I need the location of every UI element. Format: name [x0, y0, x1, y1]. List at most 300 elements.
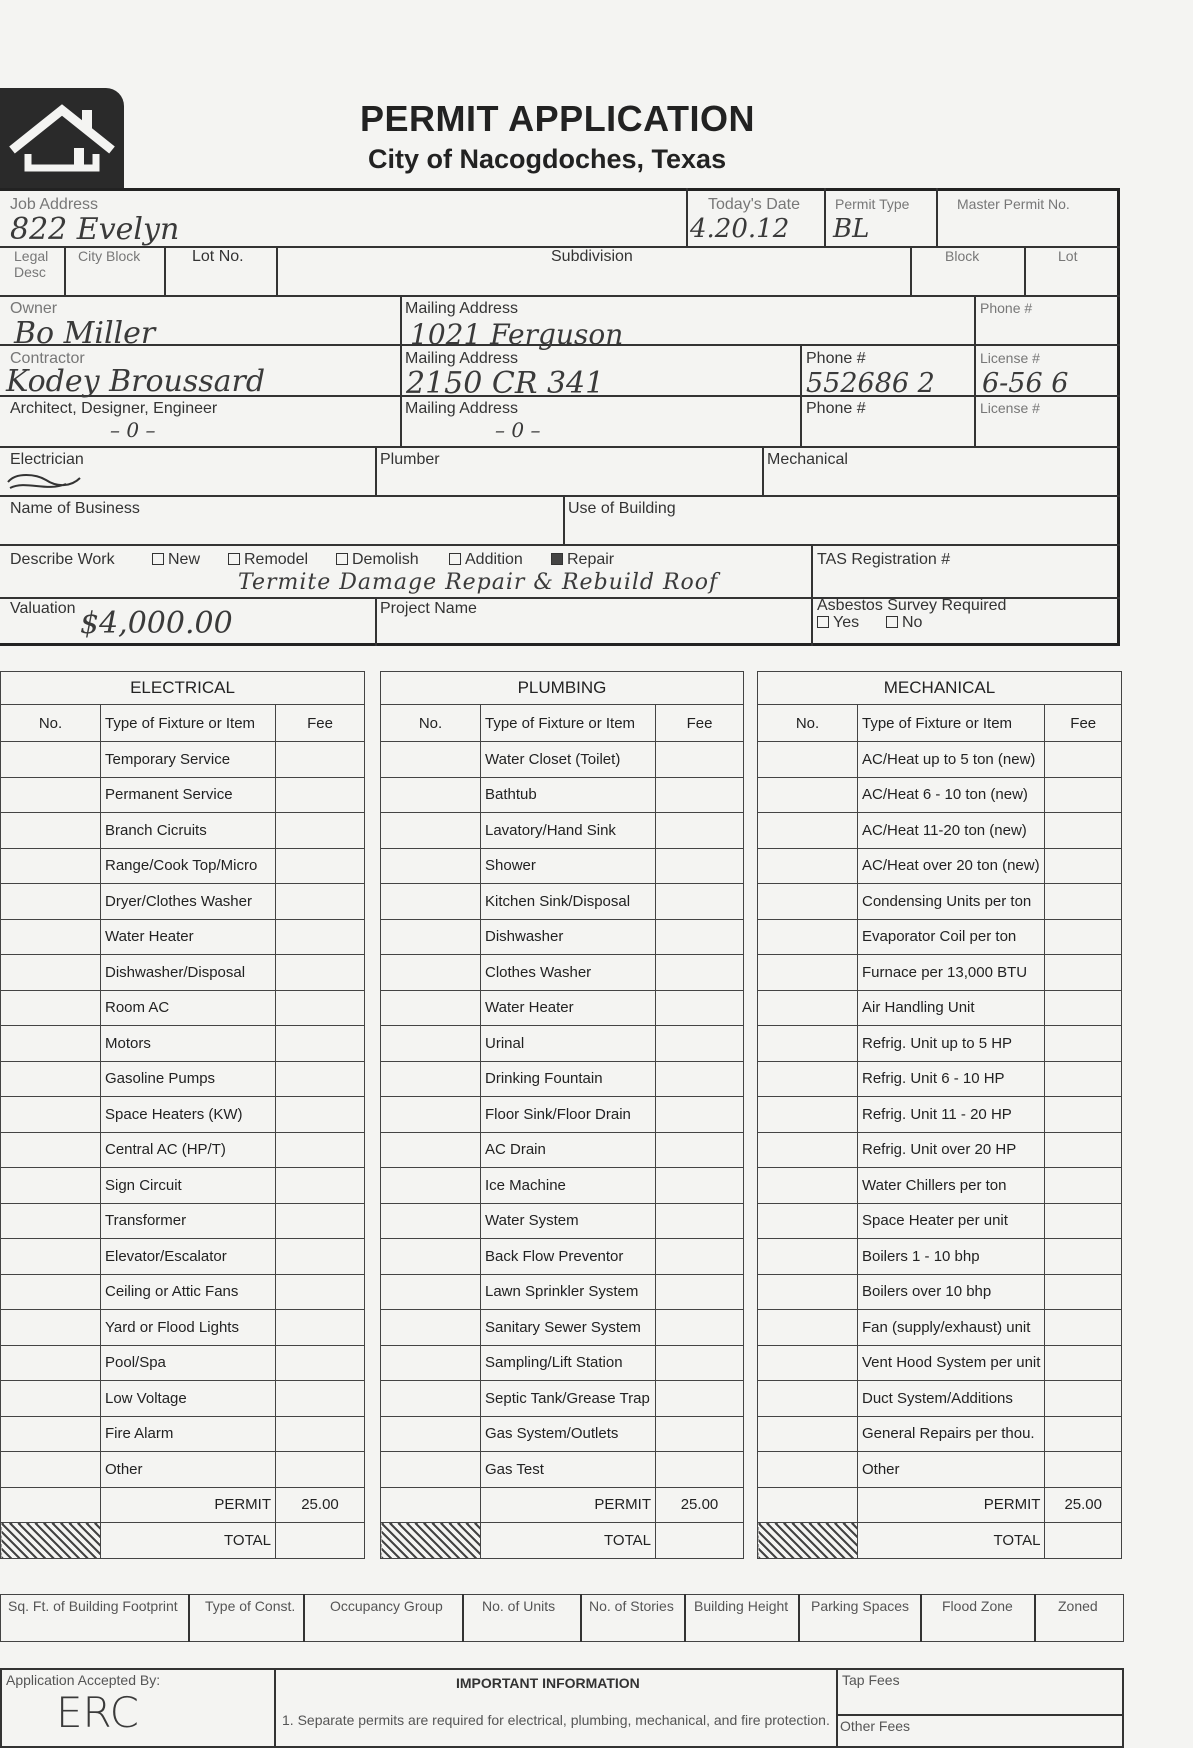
architect-value: – 0 – — [110, 418, 156, 442]
row-no-cell[interactable] — [381, 919, 481, 955]
row-item-label: Lavatory/Hand Sink — [481, 813, 656, 849]
row-fee-cell[interactable] — [656, 1026, 744, 1062]
valuation-value: $4,000.00 — [80, 606, 233, 641]
table-row — [1, 1416, 365, 1452]
row-item-label: Low Voltage — [101, 1381, 276, 1417]
row-fee-cell[interactable] — [1045, 777, 1122, 813]
row-item-label: AC/Heat 6 - 10 ton (new) — [858, 777, 1045, 813]
row-no-cell[interactable] — [758, 1168, 858, 1204]
row-no-cell[interactable] — [758, 1061, 858, 1097]
permit-no-cell — [758, 1487, 858, 1523]
describe-work-value: Termite Damage Repair & Rebuild Roof — [238, 570, 719, 595]
row-item-label: Fan (supply/exhaust) unit — [858, 1310, 1045, 1346]
row-fee-cell[interactable] — [276, 1274, 365, 1310]
job-address-label: Job Address — [10, 196, 99, 213]
row-no-cell[interactable] — [1, 1274, 101, 1310]
table-row — [381, 1416, 744, 1452]
row-item-label: Space Heaters (KW) — [101, 1097, 276, 1133]
row-item-label: Furnace per 13,000 BTU — [858, 955, 1045, 991]
row-no-cell[interactable] — [381, 777, 481, 813]
table-row — [758, 1026, 1122, 1062]
row-fee-cell[interactable] — [276, 1345, 365, 1381]
row-no-cell[interactable] — [1, 1203, 101, 1239]
table-row — [1, 848, 365, 884]
work-option-demolish[interactable]: Demolish — [336, 551, 419, 569]
table-row — [381, 1132, 744, 1168]
row-no-cell[interactable] — [1, 1097, 101, 1133]
row-no-cell[interactable] — [758, 1310, 858, 1346]
row-item-label: Evaporator Coil per ton — [858, 919, 1045, 955]
asbestos-label: Asbestos Survey Required — [817, 597, 1007, 614]
row-item-label: Other — [858, 1452, 1045, 1488]
row-no-cell[interactable] — [381, 884, 481, 920]
row-fee-cell[interactable] — [656, 848, 744, 884]
row-no-cell[interactable] — [381, 1452, 481, 1488]
plumbing-table — [380, 671, 744, 1559]
row-fee-cell[interactable] — [276, 1026, 365, 1062]
table-row — [381, 1061, 744, 1097]
row-no-cell[interactable] — [758, 1132, 858, 1168]
row-item-label: AC Drain — [481, 1132, 656, 1168]
table-row — [758, 742, 1122, 778]
row-fee-cell[interactable] — [656, 1452, 744, 1488]
row-fee-cell[interactable] — [276, 919, 365, 955]
table-row — [1, 1203, 365, 1239]
table-row — [381, 990, 744, 1026]
table-row — [758, 1061, 1122, 1097]
row-no-cell[interactable] — [1, 848, 101, 884]
row-item-label: Kitchen Sink/Disposal — [481, 884, 656, 920]
contractor-value: Kodey Broussard — [6, 364, 266, 399]
row-item-label: Gasoline Pumps — [101, 1061, 276, 1097]
row-no-cell[interactable] — [1, 1452, 101, 1488]
work-option-addition[interactable]: Addition — [449, 551, 523, 569]
table-row — [758, 1203, 1122, 1239]
hatched-cell — [1, 1523, 101, 1559]
col-type: Type of Fixture or Item — [858, 705, 1045, 742]
row-fee-cell[interactable] — [276, 1452, 365, 1488]
col-type: Type of Fixture or Item — [101, 705, 276, 742]
city-block-label: City Block — [78, 248, 141, 264]
row-no-cell[interactable] — [1, 813, 101, 849]
row-fee-cell[interactable] — [276, 1416, 365, 1452]
row-no-cell[interactable] — [1, 1168, 101, 1204]
contractor-phone-label: Phone # — [806, 350, 866, 367]
flood-zone-label: Flood Zone — [942, 1598, 1013, 1614]
row-item-label: Temporary Service — [101, 742, 276, 778]
row-no-cell[interactable] — [381, 1310, 481, 1346]
permit-type-label: Permit Type — [835, 196, 910, 212]
row-fee-cell[interactable] — [656, 919, 744, 955]
type-const-label: Type of Const. — [205, 1598, 296, 1614]
row-no-cell[interactable] — [1, 884, 101, 920]
row-no-cell[interactable] — [381, 1416, 481, 1452]
row-item-label: Floor Sink/Floor Drain — [481, 1097, 656, 1133]
table-row — [381, 813, 744, 849]
table-row — [1, 1239, 365, 1275]
architect-mailing-label: Mailing Address — [405, 400, 518, 417]
row-no-cell[interactable] — [381, 1345, 481, 1381]
describe-work-label: Describe Work — [10, 551, 115, 568]
row-no-cell[interactable] — [381, 1274, 481, 1310]
contractor-license-label: License # — [980, 350, 1040, 366]
table-row — [758, 1168, 1122, 1204]
row-fee-cell[interactable] — [276, 884, 365, 920]
row-fee-cell[interactable] — [276, 1381, 365, 1417]
mechanical-title: MECHANICAL — [758, 672, 1122, 705]
total-label: TOTAL — [481, 1523, 656, 1559]
row-no-cell[interactable] — [758, 813, 858, 849]
row-no-cell[interactable] — [758, 1416, 858, 1452]
row-fee-cell[interactable] — [1045, 884, 1122, 920]
row-fee-cell[interactable] — [656, 1239, 744, 1275]
row-no-cell[interactable] — [381, 742, 481, 778]
parking-label: Parking Spaces — [811, 1598, 910, 1614]
row-fee-cell[interactable] — [656, 813, 744, 849]
row-fee-cell[interactable] — [656, 1061, 744, 1097]
table-row — [381, 1310, 744, 1346]
row-item-label: Boilers over 10 bhp — [858, 1274, 1045, 1310]
row-item-label: General Repairs per thou. — [858, 1416, 1045, 1452]
row-item-label: Septic Tank/Grease Trap — [481, 1381, 656, 1417]
row-no-cell[interactable] — [381, 1168, 481, 1204]
permit-fee: 25.00 — [1045, 1487, 1122, 1523]
row-no-cell[interactable] — [1, 919, 101, 955]
row-no-cell[interactable] — [381, 1132, 481, 1168]
table-row — [758, 1310, 1122, 1346]
row-fee-cell[interactable] — [1045, 1168, 1122, 1204]
table-row — [1, 1274, 365, 1310]
tas-registration-label: TAS Registration # — [817, 551, 951, 568]
table-row — [1, 1310, 365, 1346]
row-item-label: Elevator/Escalator — [101, 1239, 276, 1275]
row-fee-cell[interactable] — [276, 1097, 365, 1133]
permit-no-cell — [1, 1487, 101, 1523]
row-no-cell[interactable] — [758, 884, 858, 920]
contractor-license-value: 6-56 6 — [982, 368, 1069, 399]
row-fee-cell[interactable] — [276, 742, 365, 778]
total-label: TOTAL — [858, 1523, 1045, 1559]
units-label: No. of Units — [482, 1598, 556, 1614]
row-item-label: Back Flow Preventor — [481, 1239, 656, 1275]
row-item-label: Pool/Spa — [101, 1345, 276, 1381]
table-row — [758, 1345, 1122, 1381]
row-no-cell[interactable] — [758, 1345, 858, 1381]
total-fee — [656, 1523, 744, 1559]
row-item-label: Sampling/Lift Station — [481, 1345, 656, 1381]
important-info-text: 1. Separate permits are required for electrical, plumbing, mechanical, and fire protection. — [282, 1712, 830, 1728]
row-no-cell[interactable] — [381, 1026, 481, 1062]
table-row — [1, 919, 365, 955]
row-fee-cell[interactable] — [656, 990, 744, 1026]
lot-label: Lot — [1058, 248, 1078, 264]
row-fee-cell[interactable] — [656, 955, 744, 991]
row-item-label: Vent Hood System per unit — [858, 1345, 1045, 1381]
row-fee-cell[interactable] — [1045, 955, 1122, 991]
row-fee-cell[interactable] — [276, 1310, 365, 1346]
table-row — [1, 813, 365, 849]
row-item-label: AC/Heat 11-20 ton (new) — [858, 813, 1045, 849]
architect-license-label: License # — [980, 400, 1040, 416]
row-item-label: Air Handling Unit — [858, 990, 1045, 1026]
row-fee-cell[interactable] — [656, 884, 744, 920]
row-fee-cell[interactable] — [276, 955, 365, 991]
page-subtitle: City of Nacogdoches, Texas — [368, 144, 727, 174]
row-no-cell[interactable] — [1, 777, 101, 813]
table-row — [1, 955, 365, 991]
row-fee-cell[interactable] — [656, 1381, 744, 1417]
row-fee-cell[interactable] — [656, 1168, 744, 1204]
row-fee-cell[interactable] — [276, 813, 365, 849]
col-fee: Fee — [1045, 705, 1122, 742]
mechanical-table — [757, 671, 1122, 1559]
todays-date-label: Today's Date — [708, 196, 800, 213]
plumber-label: Plumber — [380, 451, 440, 468]
row-no-cell[interactable] — [1, 1381, 101, 1417]
row-item-label: Permanent Service — [101, 777, 276, 813]
row-fee-cell[interactable] — [1045, 1097, 1122, 1133]
asbestos-no[interactable]: No — [886, 614, 922, 632]
row-no-cell[interactable] — [758, 848, 858, 884]
permit-no-cell — [381, 1487, 481, 1523]
row-item-label: Ceiling or Attic Fans — [101, 1274, 276, 1310]
row-item-label: Drinking Fountain — [481, 1061, 656, 1097]
row-fee-cell[interactable] — [276, 1168, 365, 1204]
table-row — [758, 955, 1122, 991]
table-row — [381, 1203, 744, 1239]
owner-mailing-value: 1021 Ferguson — [410, 318, 624, 351]
row-fee-cell[interactable] — [1045, 1239, 1122, 1275]
row-item-label: Range/Cook Top/Micro — [101, 848, 276, 884]
table-row — [1, 1168, 365, 1204]
row-item-label: Branch Cicruits — [101, 813, 276, 849]
electrical-title: ELECTRICAL — [1, 672, 365, 705]
table-row — [1, 1132, 365, 1168]
row-fee-cell[interactable] — [1045, 1061, 1122, 1097]
project-name-label: Project Name — [380, 600, 477, 617]
table-row — [381, 1345, 744, 1381]
table-row — [381, 955, 744, 991]
row-item-label: Dishwasher/Disposal — [101, 955, 276, 991]
row-item-label: Other — [101, 1452, 276, 1488]
row-no-cell[interactable] — [758, 1203, 858, 1239]
row-fee-cell[interactable] — [1045, 1416, 1122, 1452]
row-item-label: Refrig. Unit 6 - 10 HP — [858, 1061, 1045, 1097]
row-item-label: Water Heater — [101, 919, 276, 955]
row-item-label: Water Closet (Toilet) — [481, 742, 656, 778]
row-no-cell[interactable] — [758, 1026, 858, 1062]
owner-phone-label: Phone # — [980, 300, 1033, 316]
row-fee-cell[interactable] — [1045, 1132, 1122, 1168]
table-row — [758, 1452, 1122, 1488]
table-row — [1, 1026, 365, 1062]
plumbing-title: PLUMBING — [381, 672, 744, 705]
row-no-cell[interactable] — [381, 1239, 481, 1275]
row-item-label: Refrig. Unit 11 - 20 HP — [858, 1097, 1045, 1133]
work-option-new[interactable]: New — [152, 551, 200, 569]
row-item-label: Gas System/Outlets — [481, 1416, 656, 1452]
row-no-cell[interactable] — [758, 955, 858, 991]
accepted-by-value: ERC — [56, 1688, 139, 1737]
height-label: Building Height — [694, 1598, 789, 1614]
row-no-cell[interactable] — [381, 1203, 481, 1239]
row-item-label: Refrig. Unit up to 5 HP — [858, 1026, 1045, 1062]
row-item-label: Sanitary Sewer System — [481, 1310, 656, 1346]
owner-label: Owner — [10, 300, 58, 317]
row-fee-cell[interactable] — [1045, 1026, 1122, 1062]
row-fee-cell[interactable] — [276, 1239, 365, 1275]
row-fee-cell[interactable] — [276, 848, 365, 884]
row-fee-cell[interactable] — [276, 1132, 365, 1168]
master-permit-label: Master Permit No. — [957, 196, 1070, 212]
row-no-cell[interactable] — [758, 919, 858, 955]
table-row — [1, 1345, 365, 1381]
row-no-cell[interactable] — [758, 1239, 858, 1275]
table-row — [758, 848, 1122, 884]
table-row — [381, 1168, 744, 1204]
occupancy-label: Occupancy Group — [330, 1598, 443, 1614]
row-item-label: Fire Alarm — [101, 1416, 276, 1452]
table-row — [1, 1061, 365, 1097]
row-fee-cell[interactable] — [656, 742, 744, 778]
row-no-cell[interactable] — [758, 1097, 858, 1133]
contractor-label: Contractor — [10, 350, 85, 367]
row-fee-cell[interactable] — [1045, 1203, 1122, 1239]
contractor-phone-value: 552686 2 — [806, 368, 935, 399]
col-no: No. — [381, 705, 481, 742]
row-no-cell[interactable] — [758, 1274, 858, 1310]
row-item-label: Motors — [101, 1026, 276, 1062]
row-item-label: Yard or Flood Lights — [101, 1310, 276, 1346]
row-no-cell[interactable] — [758, 1452, 858, 1488]
row-fee-cell[interactable] — [276, 1061, 365, 1097]
total-fee — [276, 1523, 365, 1559]
table-row — [758, 1274, 1122, 1310]
legal-desc-label: Legal Desc — [14, 248, 49, 280]
row-item-label: Duct System/Additions — [858, 1381, 1045, 1417]
job-address-value: 822 Evelyn — [10, 212, 180, 247]
row-fee-cell[interactable] — [1045, 990, 1122, 1026]
row-item-label: Ice Machine — [481, 1168, 656, 1204]
asbestos-yes[interactable]: Yes — [817, 614, 859, 632]
work-option-remodel[interactable]: Remodel — [228, 551, 308, 569]
permit-type-value: BL — [833, 214, 870, 244]
table-row — [381, 1026, 744, 1062]
todays-date-value: 4.20.12 — [690, 214, 790, 244]
row-item-label: AC/Heat up to 5 ton (new) — [858, 742, 1045, 778]
col-type: Type of Fixture or Item — [481, 705, 656, 742]
architect-mailing-value: – 0 – — [495, 418, 541, 442]
table-row — [381, 1381, 744, 1417]
row-fee-cell[interactable] — [276, 990, 365, 1026]
table-row — [758, 1132, 1122, 1168]
row-no-cell[interactable] — [1, 1416, 101, 1452]
row-no-cell[interactable] — [1, 1239, 101, 1275]
row-fee-cell[interactable] — [1045, 1452, 1122, 1488]
accepted-by-label: Application Accepted By: — [6, 1672, 161, 1688]
row-item-label: Gas Test — [481, 1452, 656, 1488]
row-fee-cell[interactable] — [1045, 1381, 1122, 1417]
table-row — [381, 1239, 744, 1275]
row-fee-cell[interactable] — [656, 1203, 744, 1239]
row-no-cell[interactable] — [381, 1381, 481, 1417]
row-no-cell[interactable] — [1, 955, 101, 991]
row-no-cell[interactable] — [381, 813, 481, 849]
hatched-cell — [758, 1523, 858, 1559]
row-fee-cell[interactable] — [276, 1203, 365, 1239]
row-fee-cell[interactable] — [656, 1132, 744, 1168]
total-fee — [1045, 1523, 1122, 1559]
table-row — [1, 884, 365, 920]
row-no-cell[interactable] — [1, 1345, 101, 1381]
table-row — [381, 1452, 744, 1488]
mechanical-label: Mechanical — [767, 451, 848, 468]
stories-label: No. of Stories — [589, 1598, 674, 1614]
row-no-cell[interactable] — [1, 1310, 101, 1346]
row-no-cell[interactable] — [381, 848, 481, 884]
row-no-cell[interactable] — [381, 1061, 481, 1097]
sqft-label: Sq. Ft. of Building Footprint — [8, 1598, 178, 1614]
row-no-cell[interactable] — [381, 955, 481, 991]
table-row — [758, 1239, 1122, 1275]
row-fee-cell[interactable] — [1045, 848, 1122, 884]
row-fee-cell[interactable] — [656, 1274, 744, 1310]
row-fee-cell[interactable] — [656, 777, 744, 813]
use-of-building-label: Use of Building — [568, 500, 676, 517]
table-row — [1, 990, 365, 1026]
row-item-label: Clothes Washer — [481, 955, 656, 991]
owner-mailing-label: Mailing Address — [405, 300, 518, 317]
row-fee-cell[interactable] — [1045, 1310, 1122, 1346]
row-fee-cell[interactable] — [1045, 742, 1122, 778]
work-option-repair[interactable]: Repair — [551, 551, 614, 569]
row-fee-cell[interactable] — [1045, 919, 1122, 955]
row-fee-cell[interactable] — [656, 1097, 744, 1133]
row-fee-cell[interactable] — [656, 1345, 744, 1381]
row-item-label: Condensing Units per ton — [858, 884, 1045, 920]
row-no-cell[interactable] — [381, 990, 481, 1026]
table-row — [758, 884, 1122, 920]
other-fees-label: Other Fees — [840, 1718, 911, 1734]
row-item-label: Boilers 1 - 10 bhp — [858, 1239, 1045, 1275]
row-no-cell[interactable] — [758, 742, 858, 778]
architect-phone-label: Phone # — [806, 400, 866, 417]
row-no-cell[interactable] — [1, 1061, 101, 1097]
row-fee-cell[interactable] — [656, 1416, 744, 1452]
table-row — [1, 1452, 365, 1488]
row-item-label: Water Chillers per ton — [858, 1168, 1045, 1204]
table-row — [381, 777, 744, 813]
row-fee-cell[interactable] — [276, 777, 365, 813]
row-fee-cell[interactable] — [656, 1310, 744, 1346]
row-fee-cell[interactable] — [1045, 1274, 1122, 1310]
row-fee-cell[interactable] — [1045, 813, 1122, 849]
valuation-label: Valuation — [10, 600, 76, 617]
row-no-cell[interactable] — [381, 1097, 481, 1133]
row-no-cell[interactable] — [1, 990, 101, 1026]
row-no-cell[interactable] — [758, 777, 858, 813]
total-label: TOTAL — [101, 1523, 276, 1559]
row-no-cell[interactable] — [1, 1026, 101, 1062]
permit-fee: 25.00 — [276, 1487, 365, 1523]
row-no-cell[interactable] — [1, 742, 101, 778]
row-no-cell[interactable] — [758, 990, 858, 1026]
row-item-label: Water Heater — [481, 990, 656, 1026]
row-item-label: Transformer — [101, 1203, 276, 1239]
row-no-cell[interactable] — [758, 1381, 858, 1417]
row-no-cell[interactable] — [1, 1132, 101, 1168]
row-fee-cell[interactable] — [1045, 1345, 1122, 1381]
